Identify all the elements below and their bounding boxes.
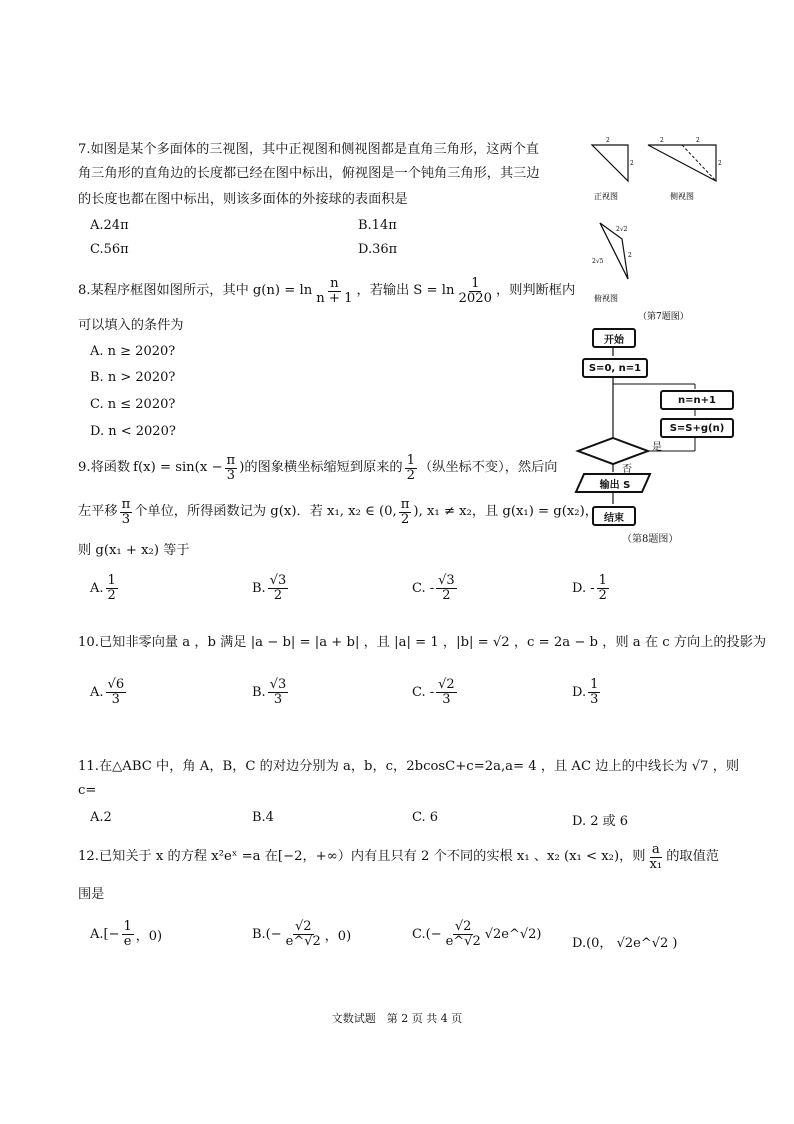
q11-option-d: D. 2 或 6 <box>572 814 629 829</box>
q9-frac-shift <box>120 498 133 527</box>
q12-option-d: D.(0， √2e^√2 ) <box>572 936 678 951</box>
q9-option-b-prefix: B. <box>252 580 266 596</box>
q8-option-b: B. n > 2020? <box>90 370 176 385</box>
front-view-triangle <box>592 145 628 181</box>
q9-frac-pi3-num: π <box>226 452 236 468</box>
q12-line1-text: 12.已知关于 x 的方程 x²eˣ =a 在[−2，+∞）内有且只有 2 个不同的实根 x₁ 、x₂ (x₁ < x₂)，则 <box>78 849 646 864</box>
q10-option-d <box>572 678 602 706</box>
q10-option-b-num: √3 <box>269 677 287 692</box>
q8-option-a: A. n ≥ 2020? <box>90 344 176 359</box>
q9-option-b-den: 2 <box>273 587 283 603</box>
q9-frac-half-den: 2 <box>406 467 415 483</box>
q10-option-c-den: 3 <box>442 691 451 707</box>
q12-ratio-den: x₁ <box>649 856 663 872</box>
q8-line2: 可以填入的条件为 <box>78 318 184 333</box>
q9-frac-interval <box>399 498 412 527</box>
side-view-dim-mid: 2 <box>696 137 700 144</box>
q12-option-a <box>90 920 162 948</box>
q12-option-a-den: e <box>123 933 132 949</box>
flowchart-decision-diamond <box>578 438 648 464</box>
q8-frac-gn <box>314 277 354 306</box>
q12-option-b-den: e^√2 <box>285 933 321 949</box>
q9-option-d-num: 1 <box>598 573 607 588</box>
top-view-label: 俯视图 <box>594 294 618 303</box>
q8-frac-s-num: 1 <box>471 275 480 291</box>
q7-option-c: C.56π <box>90 242 129 257</box>
q9-frac-interval-den: 2 <box>400 511 410 527</box>
q12-option-a-prefix: A.[− <box>90 926 120 942</box>
page-footer: 文数试题 第 2 页 共 4 页 <box>331 1012 463 1025</box>
q9-option-a <box>90 574 120 602</box>
q9-frac-shift-num: π <box>121 496 131 512</box>
q10-option-a-den: 3 <box>111 691 120 707</box>
q9-frac-half-num: 1 <box>406 452 415 468</box>
q8-mid: ，若输出 <box>356 283 410 298</box>
q9-option-a-den: 2 <box>107 587 116 603</box>
q12-option-c-prefix: C.(− <box>412 926 442 942</box>
q12-frac-ratio <box>648 843 665 872</box>
flowchart-output: 输出 S <box>599 479 631 491</box>
q10-option-b-den: 3 <box>273 691 283 707</box>
top-view-dim-b: 2√5 <box>592 258 604 265</box>
q9-option-a-prefix: A. <box>90 580 104 596</box>
q11-option-b: B.4 <box>252 810 274 825</box>
q7-option-d: D.36π <box>358 242 398 257</box>
front-view-dim-right: 2 <box>630 160 634 167</box>
q9-line3: 则 g(x₁ + x₂) 等于 <box>78 543 190 558</box>
flowchart-sum: S=S+g(n) <box>660 418 734 438</box>
q9-line2a: 左平移 <box>78 504 118 519</box>
q9-func: f(x) = sin(x − <box>133 460 223 475</box>
q9-line2c: ), x₁ ≠ x₂，且 g(x₁) = g(x₂)， <box>413 504 598 519</box>
q12-option-c-frac <box>444 920 483 948</box>
front-view-dim-top: 2 <box>606 137 610 144</box>
q9-option-c <box>412 574 459 602</box>
q9-frac-half <box>405 454 417 483</box>
q11-line1: 11.在△ABC 中，角 A，B，C 的对边分别为 a，b，c，2bcosC+c=2a,a= 4 ，且 AC 边上的中线长为 √7 ，则 <box>78 759 740 774</box>
front-view-label: 正视图 <box>594 192 618 201</box>
q10-option-c-num: √2 <box>438 677 455 692</box>
flowchart-end: 结束 <box>592 506 636 526</box>
q8-frac-s <box>456 277 494 306</box>
side-view-dim-right: 2 <box>718 160 722 167</box>
q12-option-c <box>412 920 542 948</box>
q10-option-a-prefix: A. <box>90 684 104 700</box>
flowchart-start: 开始 <box>592 328 636 348</box>
q7-option-b: B.14π <box>358 218 397 233</box>
q9-frac-pi3-den: 3 <box>226 467 236 483</box>
q10-option-c-frac <box>436 678 457 706</box>
q9-option-d-den: 2 <box>598 587 607 603</box>
side-view-dashed-edge <box>682 145 716 181</box>
top-view-dim-c: 2 <box>628 252 632 259</box>
q12-option-c-den: e^√2 <box>445 933 481 949</box>
q10-option-c-prefix: C. - <box>412 684 435 700</box>
q12-option-b-suffix: ，0) <box>324 928 352 944</box>
side-view-triangle <box>648 145 716 181</box>
q10-line: 10.已知非零向量 a ，b 满足 |a − b| = |a + b| ，且 |a| = 1 ，|b| = √2 ，c = 2a − b ，则 a 在 c 方向上的投影为 <box>78 635 767 650</box>
q11-option-c: C. 6 <box>412 810 439 825</box>
q12-option-c-num: √2 <box>454 919 472 934</box>
q7-option-a: A.24π <box>90 218 129 233</box>
q12-option-b <box>252 920 351 948</box>
q8-s-eq: S = ln <box>413 283 455 298</box>
q9-option-b-frac <box>268 574 289 602</box>
q11-line2: c= <box>78 783 97 798</box>
q9-option-c-num: √3 <box>438 573 455 588</box>
flowchart-init: S=0, n=1 <box>582 358 648 378</box>
q10-option-a-frac <box>106 678 127 706</box>
flowchart-no-label: 否 <box>622 464 632 475</box>
q9-line2 <box>78 494 598 530</box>
q8-frac-gn-den: n + 1 <box>316 290 353 306</box>
q8-post: ，则判断框内 <box>496 283 576 298</box>
q12-line1b: 的取值范 <box>666 849 719 864</box>
q8-figure-caption: （第8题图） <box>622 534 679 545</box>
q8-frac-s-den: 2020 <box>458 290 493 306</box>
flowchart-increment: n=n+1 <box>660 390 734 410</box>
q10-option-b-prefix: B. <box>252 684 266 700</box>
q9-line1 <box>78 450 557 486</box>
q9-option-b <box>252 574 290 602</box>
flowchart-yes-label: 是 <box>652 442 662 453</box>
q7-figure-caption: （第7题图） <box>638 312 689 322</box>
q12-line2: 围是 <box>78 887 105 902</box>
q9-option-b-num: √3 <box>269 573 287 588</box>
q9-option-c-prefix: C. - <box>412 580 435 596</box>
q8-line1 <box>78 271 575 311</box>
q10-option-b <box>252 678 290 706</box>
q11-option-a: A.2 <box>90 810 112 825</box>
q10-option-a-num: √6 <box>107 677 125 692</box>
q8-option-c: C. n ≤ 2020? <box>90 397 176 412</box>
q8-frac-gn-num: n <box>330 275 339 291</box>
q9-pre: 9.将函数 <box>78 460 131 475</box>
q12-option-c-suffix: √2e^√2) <box>484 926 542 942</box>
q12-option-b-frac <box>284 920 323 948</box>
side-view-label: 侧视图 <box>670 192 694 201</box>
q9-option-c-frac <box>436 574 457 602</box>
q10-option-a <box>90 678 128 706</box>
q12-option-b-prefix: B.(− <box>252 926 282 942</box>
q9-post: )的图象横坐标缩短到原来的 <box>239 460 403 475</box>
q9-option-a-frac <box>106 574 118 602</box>
q9-frac-interval-num: π <box>400 496 410 512</box>
q9-post2: （纵坐标不变），然后向 <box>418 460 558 475</box>
q10-option-d-den: 3 <box>590 691 599 707</box>
q9-option-c-den: 2 <box>442 587 451 603</box>
q7-line3: 的长度也都在图中标出，则该多面体的外接球的表面积是 <box>78 192 408 207</box>
q10-option-d-prefix: D. <box>572 684 587 700</box>
q7-three-view-figure <box>586 135 736 335</box>
side-view-dim-left: 2 <box>660 137 664 144</box>
q10-option-d-frac <box>588 678 600 706</box>
q12-line1 <box>78 838 719 876</box>
q9-frac-pi3 <box>225 454 238 483</box>
q7-line2: 角三角形的直角边的长度都已经在图中标出，俯视图是一个钝角三角形，其三边 <box>78 166 540 181</box>
q10-option-c <box>412 678 459 706</box>
q9-option-d <box>572 574 611 602</box>
q12-option-a-suffix: ，0) <box>135 928 163 944</box>
q7-line1: 7.如图是某个多面体的三视图，其中正视图和侧视图都是直角三角形，这两个直 <box>78 142 539 157</box>
q12-option-a-num: 1 <box>123 919 132 934</box>
q9-option-a-num: 1 <box>107 573 116 588</box>
q9-option-d-prefix: D. - <box>572 580 595 596</box>
q12-option-b-num: √2 <box>294 919 312 934</box>
q10-option-d-num: 1 <box>590 677 599 692</box>
q8-pre: 8.某程序框图如图所示，其中 <box>78 283 249 298</box>
top-view-dim-a: 2√2 <box>616 226 628 233</box>
q12-ratio-num: a <box>651 841 660 857</box>
q9-frac-shift-den: 3 <box>121 511 131 527</box>
q12-option-a-frac <box>122 920 134 948</box>
q9-option-d-frac <box>597 574 609 602</box>
q10-option-b-frac <box>268 678 289 706</box>
q9-line2b: 个单位，所得函数记为 g(x)．若 x₁, x₂ ∈ (0, <box>134 504 397 519</box>
q8-g-def: g(n) = ln <box>252 283 313 298</box>
q8-option-d: D. n < 2020? <box>90 424 176 439</box>
